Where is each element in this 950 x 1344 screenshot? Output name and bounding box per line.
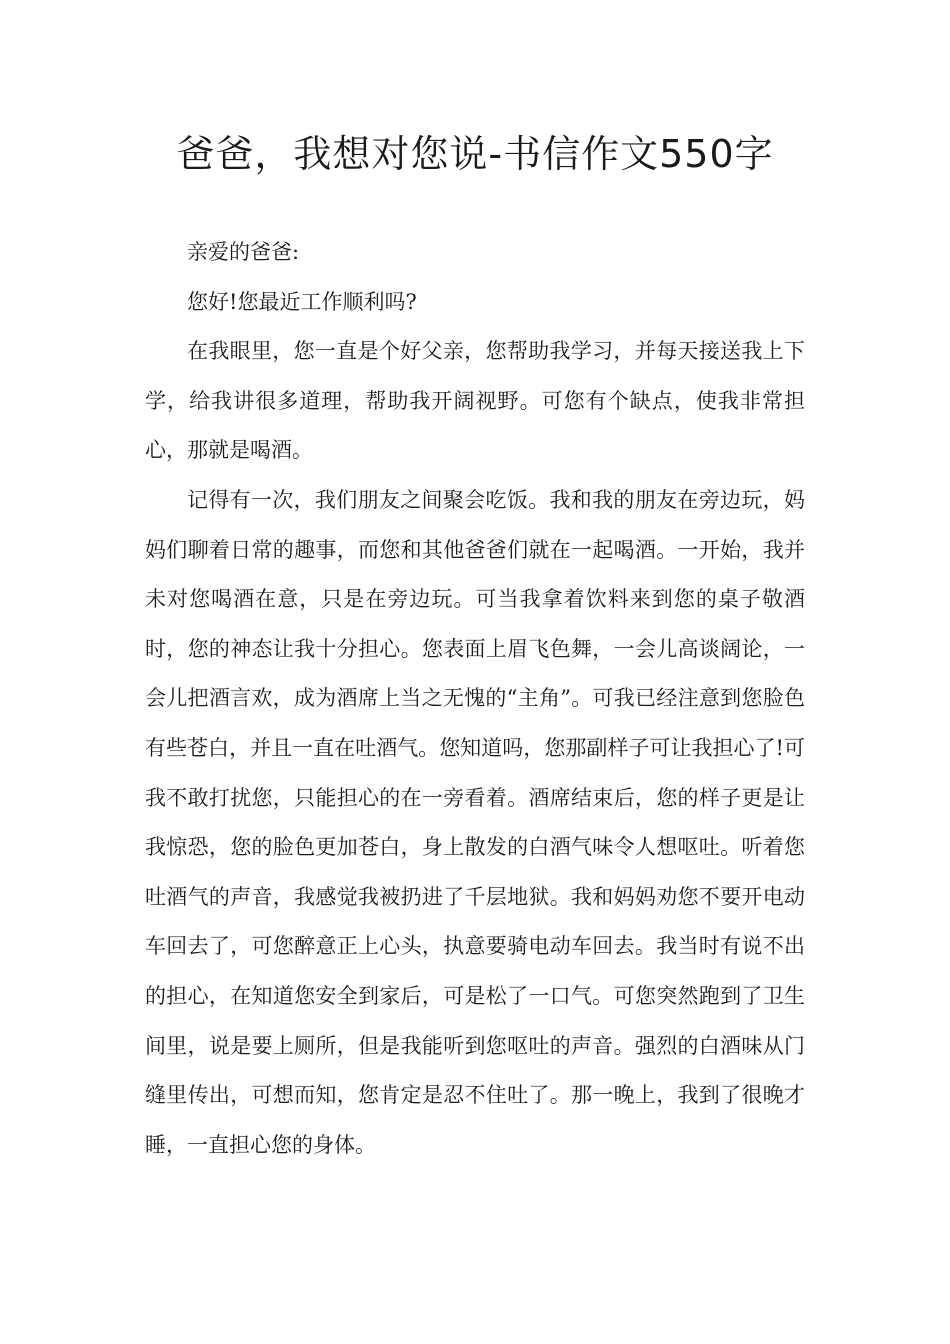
document-title: 爸爸，我想对您说-书信作文550字 bbox=[176, 132, 774, 176]
paragraph-greeting: 您好!您最近工作顺利吗? bbox=[187, 289, 417, 314]
letter-body bbox=[145, 228, 805, 1170]
paragraph-story: 记得有一次，我们朋友之间聚会吃饭。我和我的朋友在旁边玩，妈妈们聊着日常的趣事，而您和其他爸爸们就在一起喝酒。一开始，我并未对您喝酒在意，只是在旁边玩。可当我拿着饮料来到您的桌子敬酒时，您的神态让我十分担心。您表面上眉飞色舞，一会儿高谈阔论，一会儿把酒言欢，成为酒席上当之无愧的“主角”。可我已经注意到您脸色有些苍白，并且一直在吐酒气。您知道吗，您那副样子可让我担心了!可我不敢打扰您，只能担心的在一旁看着。酒席结束后，您的样子更是让我惊恐，您的脸色更加苍白，身上散发的白酒气味令人想呕吐。听着您吐酒气的声音，我感觉我被扔进了千层地狱。我和妈妈劝您不要开电动车回去了，可您醉意正上心头，执意要骑电动车回去。我当时有说不出的担心，在知道您安全到家后，可是松了一口气。可您突然跑到了卫生间里，说是要上厕所，但是我能听到您呕吐的声音。强烈的白酒味从门缝里传出，可想而知，您肯定是忍不住吐了。那一晚上，我到了很晚才睡，一直担心您的身体。 bbox=[145, 487, 805, 1157]
salutation: 亲爱的爸爸: bbox=[187, 240, 300, 264]
paragraph-intro: 在我眼里，您一直是个好父亲，您帮助我学习，并每天接送我上下学，给我讲很多道理，帮助我开阔视野。可您有个缺点，使我非常担心，那就是喝酒。 bbox=[145, 339, 805, 463]
